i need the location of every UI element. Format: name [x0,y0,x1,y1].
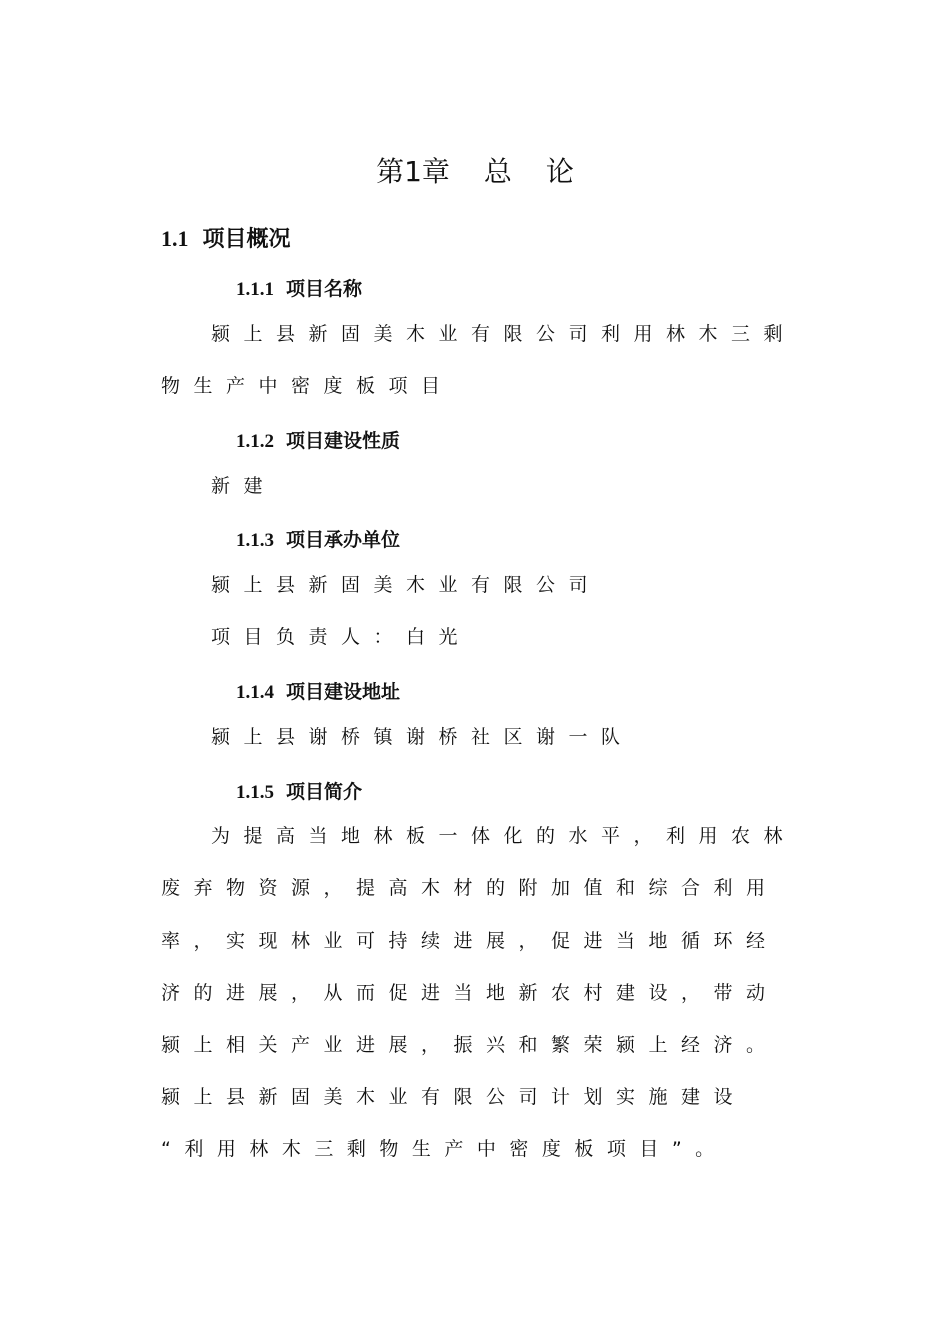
section-title: 项目概况 [202,227,291,252]
project-address-text: 颍上县谢桥镇谢桥社区谢一队 [211,726,634,748]
company-name-text: 颍上县新固美木业有限公司 [211,574,602,596]
chapter-heading [0,150,950,190]
chapter-title-part1: 总 [483,155,512,188]
project-manager-text: 项目负责人：白光 [211,626,472,648]
subsection-heading-name [236,274,362,301]
chapter-title-part2: 论 [545,155,574,188]
subsection-number: 1.1.1 [236,279,274,300]
subsection-number: 1.1.3 [236,530,274,551]
intro-line-2: 废弃物资源，提高木材的附加值和综合利用 [161,877,779,899]
subsection-heading-address [236,677,400,704]
subsection-heading-intro [236,777,362,804]
intro-line-4: 济的进展，从而促进当地新农村建设，带动 [161,982,779,1004]
intro-line-5: 颍上相关产业进展，振兴和繁荣颍上经济。 [161,1034,779,1056]
intro-line-6: 颍上县新固美木业有限公司计划实施建设 [161,1086,747,1108]
subsection-title: 项目建设地址 [286,681,401,703]
project-name-line-1: 颍上县新固美木业有限公司利用林木三剩 [211,323,797,345]
subsection-heading-nature [236,426,400,453]
subsection-heading-organizer [236,525,400,552]
intro-line-1: 为提高当地林板一体化的水平，利用农林 [211,825,797,847]
subsection-title: 项目建设性质 [286,430,401,452]
section-heading [161,222,291,253]
project-name-line-2: 物生产中密度板项目 [161,375,454,397]
subsection-number: 1.1.4 [236,682,274,703]
section-number: 1.1 [161,226,189,251]
subsection-number: 1.1.2 [236,431,274,452]
subsection-title: 项目简介 [286,781,363,803]
project-nature-text: 新建 [211,475,277,497]
subsection-number: 1.1.5 [236,782,274,803]
subsection-title: 项目承办单位 [286,529,401,551]
intro-line-7: “利用林木三剩物生产中密度板项目”。 [161,1138,728,1160]
chapter-number: 第1章 [376,155,450,188]
intro-line-3: 率，实现林业可持续进展，促进当地循环经 [161,930,779,952]
subsection-title: 项目名称 [286,278,363,300]
